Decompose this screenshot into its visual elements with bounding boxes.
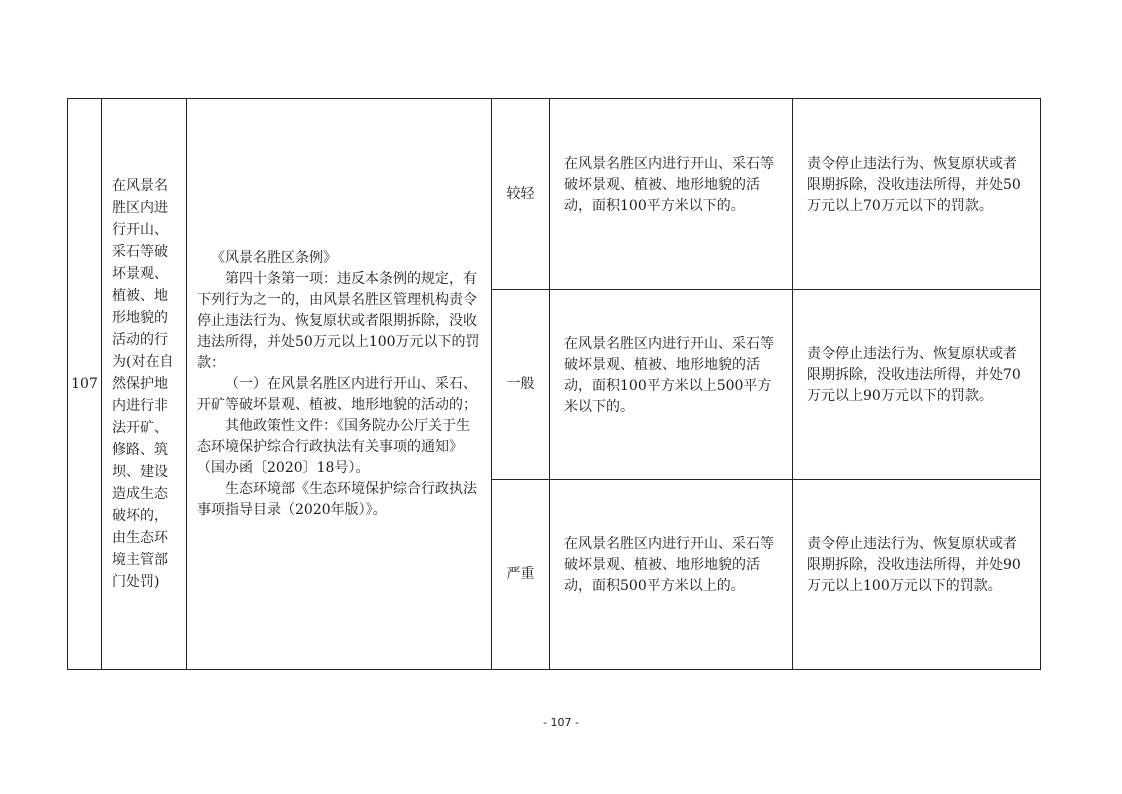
penalty-standard-table (67, 98, 1041, 670)
penalty-standard (793, 290, 1041, 480)
penalty-standard (793, 99, 1041, 290)
standard-text: 责令停止违法行为、恢复原状或者限期拆除，没收违法所得，并处50万元以上70万元以下的罚款。 (807, 155, 1021, 214)
page-number: - 107 - (543, 716, 579, 729)
legal-basis (187, 99, 492, 670)
basis-clause-text: （一）在风景名胜区内进行开山、采石、开矿等破坏景观、植被、地形地貌的活动的； (197, 375, 477, 413)
basis-article-text: 第四十条第一项：违反本条例的规定，有下列行为之一的，由风景名胜区管理机构责令停止违法行为、恢复原状或者限期拆除，没收违法所得，并处50万元以上100万元以下的罚款： (197, 270, 480, 371)
penalty-standard (793, 480, 1041, 670)
circumstance-text: 在风景名胜区内进行开山、采石等破坏景观、植被、地形地貌的活动，面积100平方米以下的。 (564, 155, 774, 214)
standard-text: 责令停止违法行为、恢复原状或者限期拆除，没收违法所得，并处90万元以上100万元以下的罚款。 (807, 536, 1021, 594)
circumstance-text: 在风景名胜区内进行开山、采石等破坏景观、植被、地形地貌的活动，面积100平方米以上500平方米以下的。 (564, 335, 774, 415)
violation-circumstance (550, 290, 793, 480)
violation-description: 在风景名胜区内进行开山、采石等破坏景观、植被、地形地貌的活动的行为(对在自然保护地内进行非法开矿、修路、筑坝、建设造成生态破坏的，由生态环境主管部门处罚) (102, 99, 187, 670)
standard-text: 责令停止违法行为、恢复原状或者限期拆除，没收违法所得，并处70万元以上90万元以下的罚款。 (807, 346, 1021, 404)
basis-policy-document: 其他政策性文件：《国务院办公厅关于生态环境保护综合行政执法有关事项的通知》（国办函〔2020〕18号）。 (197, 417, 470, 476)
severity-level: 较轻 (492, 99, 550, 290)
circumstance-text: 在风景名胜区内进行开山、采石等破坏景观、植被、地形地貌的活动，面积500平方米以上的。 (564, 536, 774, 594)
basis-guidance-catalog: 生态环境部《生态环境保护综合行政执法事项指导目录（2020年版）》。 (197, 480, 477, 518)
item-number: 107 (68, 99, 102, 670)
severity-level: 严重 (492, 480, 550, 670)
violation-circumstance (550, 99, 793, 290)
basis-regulation-title: 《风景名胜区条例》 (211, 249, 337, 266)
table-row (68, 99, 1041, 290)
severity-level: 一般 (492, 290, 550, 480)
violation-circumstance (550, 480, 793, 670)
